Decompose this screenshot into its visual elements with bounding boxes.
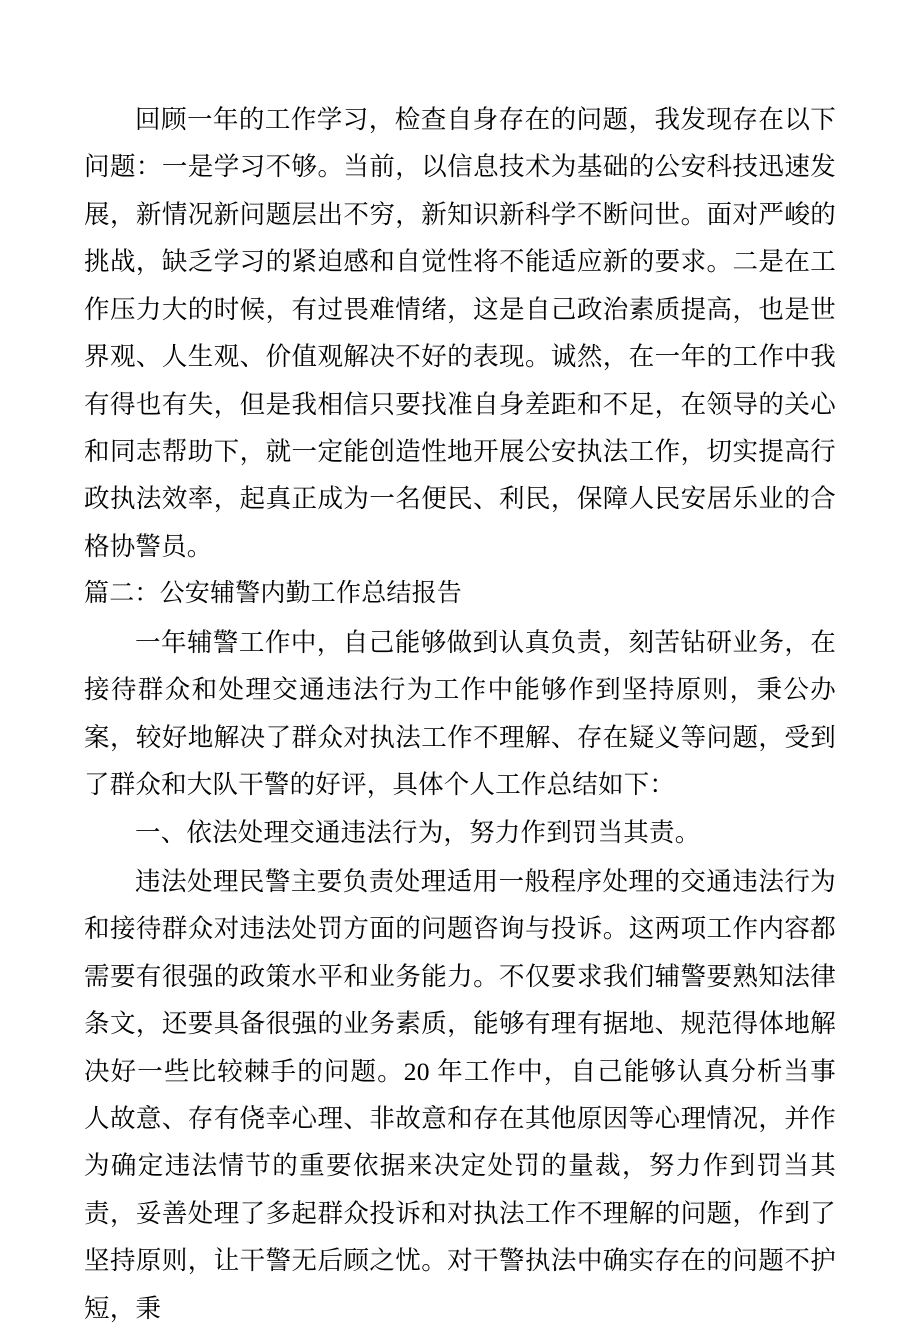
section-heading-pian-er: 篇二：公安辅警内勤工作总结报告 (84, 580, 463, 608)
document-body (84, 96, 836, 1332)
paragraph-item-one-detail: 违法处理民警主要负责处理适用一般程序处理的交通违法行为和接待群众对违法处罚方面的问题咨询与投诉。这两项工作内容都需要有很强的政策水平和业务能力。不仅要求我们辅警要熟知法律条文，还要具备很强的业务素质，能够有理有据地、规范得体地解决好一些比较棘手的问题。20 年工作中，自己能够认真分析当事人故意、存有侥幸心理、非故意和存在其他原因等心理情况，并作为确定违法情节的重要依据来决定处罚的量裁，努力作到罚当其责，妥善处理了多起群众投诉和对执法工作不理解的问题，作到了坚持原则，让干警无后顾之忧。对干警执法中确实存在的问题不护短，秉 (84, 866, 836, 1323)
paragraph-item-one: 一、依法处理交通违法行为，努力作到罚当其责。 (135, 818, 701, 848)
paragraph-year-summary-intro: 一年辅警工作中，自己能够做到认真负责，刻苦钻研业务，在接待群众和处理交通违法行为工作中能够作到坚持原则，秉公办案，较好地解决了群众对执法工作不理解、存在疑义等问题，受到了群众和大队干警的好评，具体个人工作总结如下： (84, 627, 836, 799)
paragraph-self-examination: 回顾一年的工作学习，检查自身存在的问题，我发现存在以下问题：一是学习不够。当前，以信息技术为基础的公安科技迅速发展，新情况新问题层出不穷，新知识新科学不断问世。面对严峻的挑战，缺乏学习的紧迫感和自觉性将不能适应新的要求。二是在工作压力大的时候，有过畏难情绪，这是自己政治素质提高，也是世界观、人生观、价值观解决不好的表现。诚然，在一年的工作中我有得也有失，但是我相信只要找准自身差距和不足，在领导的关心和同志帮助下，就一定能创造性地开展公安执法工作，切实提高行政执法效率，起真正成为一名便民、利民，保障人民安居乐业的合格协警员。 (84, 105, 836, 561)
